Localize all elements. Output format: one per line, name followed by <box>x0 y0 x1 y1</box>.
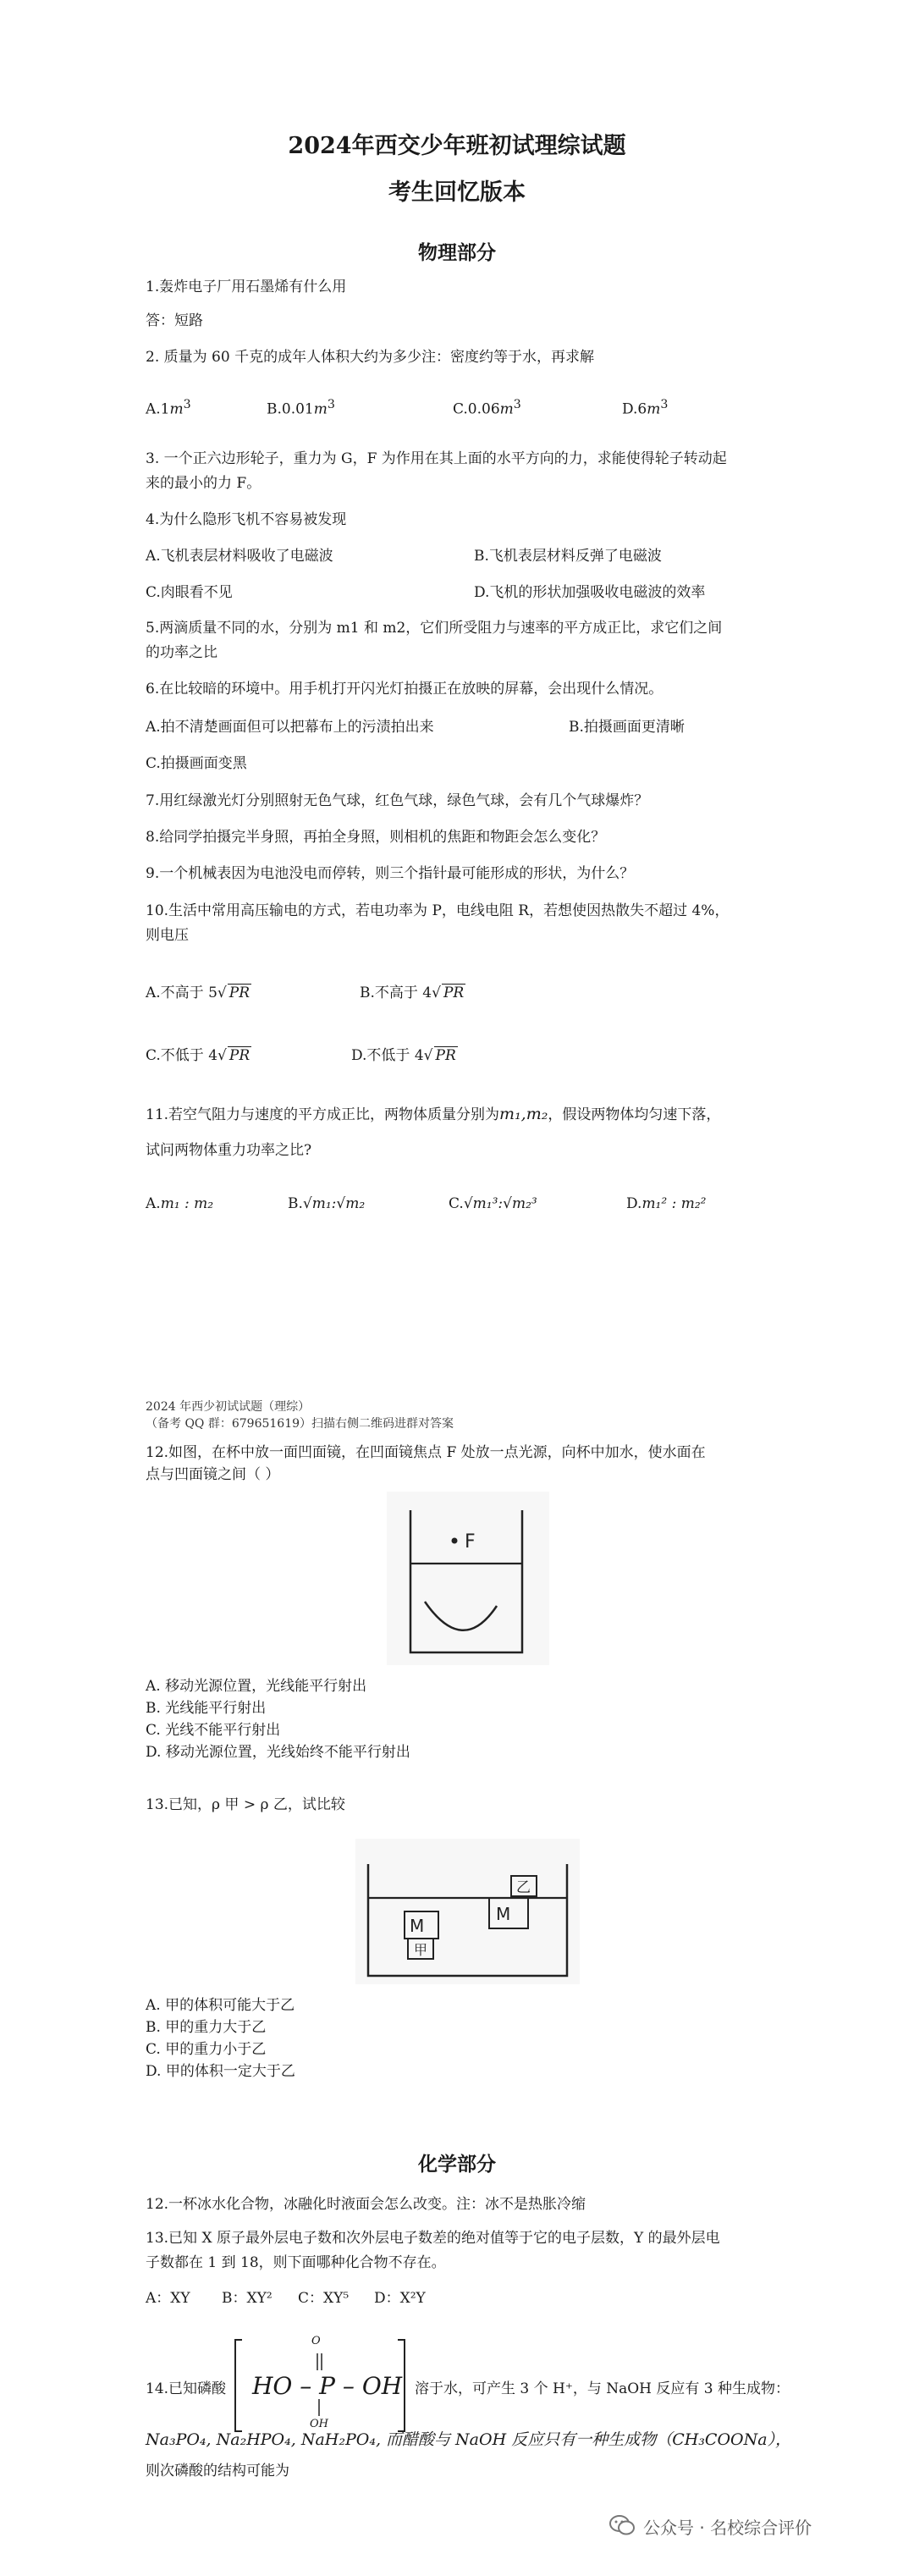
physics-q4-option-d: D.飞机的形状加强吸收电磁波的效率 <box>474 584 706 601</box>
physics-q4: 4.为什么隐形飞机不容易被发现 <box>146 511 347 528</box>
chemistry-q13-line2: 子数都在 1 到 18，则下面哪种化合物不存在。 <box>146 2254 446 2271</box>
physics-q2-option-a: $A.1m^3$ <box>146 398 191 418</box>
page-title: 2024年西交少年班初试理综试题 <box>288 133 626 159</box>
chemistry-q13-option-d: D：X²Y <box>374 2290 426 2307</box>
physics-q6-option-a: A.拍不清楚画面但可以把幕布上的污渍拍出来 <box>146 719 434 736</box>
physics-q5-line2: 的功率之比 <box>146 644 217 661</box>
physics-q13-option-d: D. 甲的体积一定大于乙 <box>146 2063 295 2080</box>
svg-text:M: M <box>410 1916 425 1936</box>
physics-q12-option-c: C. 光线不能平行射出 <box>146 1722 281 1739</box>
physics-q11-option-a: A.m₁ : m₂ <box>146 1195 214 1212</box>
physics-q6-option-b: B.拍摄画面更清晰 <box>569 719 685 736</box>
physics-q13-option-c: C. 甲的重力小于乙 <box>146 2041 267 2058</box>
physics-q12-option-d: D. 移动光源位置，光线始终不能平行射出 <box>146 1744 410 1761</box>
physics-q4-option-a: A.飞机表层材料吸收了电磁波 <box>146 548 333 565</box>
svg-text:M: M <box>496 1904 511 1924</box>
chemistry-q14-suffix: 溶于水，可产生 3 个 H⁺，与 NaOH 反应有 3 种生成物： <box>415 2380 790 2397</box>
chemistry-q14-line2: Na₃PO₄, Na₂HPO₄, NaH₂PO₄, 而醋酸与 NaOH 反应只有一种生成物（CH₃COONa）， <box>146 2430 792 2449</box>
chemistry-q12: 12.一杯冰水化合物，冰融化时液面会怎么改变。注：冰不是热胀冷缩 <box>146 2196 586 2213</box>
cup-concave-mirror-figure <box>387 1492 549 1665</box>
physics-q9: 9.一个机械表因为电池没电而停转，则三个指针最可能形成的形状，为什么？ <box>146 865 635 882</box>
physics-q12-line2: 点与凹面镜之间（ ） <box>146 1466 280 1483</box>
physics-q3-line1: 3. 一个正六边形轮子，重力为 G，F 为作用在其上面的水平方向的力，求能使得轮子转动起 <box>146 450 727 467</box>
physics-q4-option-b: B.飞机表层材料反弹了电磁波 <box>474 548 662 565</box>
blocks-figure-drawing <box>355 1839 580 1984</box>
physics-q3-line2: 来的最小的力 F。 <box>146 475 262 492</box>
exam-footer-line2: （备考 QQ 群：679651619）扫描右侧二维码进群对答案 <box>146 1417 454 1431</box>
chemistry-heading: 化学部分 <box>418 2153 496 2176</box>
phosphoric-acid-structure <box>230 2335 410 2436</box>
chemistry-q14-prefix: 14.已知磷酸 <box>146 2380 227 2397</box>
physics-q10-line2: 则电压 <box>146 927 189 944</box>
physics-q12-line1: 12.如图，在杯中放一面凹面镜，在凹面镜焦点 F 处放一点光源，向杯中加水，使水面在 <box>146 1444 706 1461</box>
chemistry-q13-option-c: C：XY⁵ <box>298 2290 350 2307</box>
exam-footer-line1: 2024 年西少初试试题（理综） <box>146 1400 311 1414</box>
physics-q10-option-d: D.不低于 4√ PR <box>351 1047 456 1064</box>
physics-q1-answer: 答：短路 <box>146 312 203 329</box>
physics-q10-line1: 10.生活中常用高压输电的方式，若电功率为 P，电线电阻 R，若想使因热散失不超过 4%， <box>146 902 730 919</box>
physics-heading: 物理部分 <box>418 241 496 264</box>
physics-q6-option-c: C.拍摄画面变黑 <box>146 755 247 772</box>
focus-label: F <box>465 1531 476 1553</box>
chemistry-q13-line1: 13.已知 X 原子最外层电子数和次外层电子数差的绝对值等于它的电子层数，Y 的最外层电 <box>146 2230 720 2247</box>
structure-bottom-oh: OH <box>310 2418 328 2430</box>
physics-q2: 2. 质量为 60 千克的成年人体积大约为多少注：密度约等于水，再求解 <box>146 349 595 366</box>
physics-q13-option-a: A. 甲的体积可能大于乙 <box>146 1997 295 2014</box>
physics-q10-option-a: A.不高于 5√ PR <box>146 985 250 1001</box>
physics-q11-option-b: B.√m₁:√m₂ <box>288 1195 366 1212</box>
physics-q11-line1: 11.若空气阻力与速度的平方成正比，两物体质量分别为m₁,m₂，假设两物体均匀速下落， <box>146 1105 721 1123</box>
physics-q11-option-d: D.m₁² : m₂² <box>626 1195 707 1212</box>
physics-q5-line1: 5.两滴质量不同的水，分别为 m1 和 m2，它们所受阻力与速率的平方成正比，求它们之间 <box>146 620 723 637</box>
structure-top-oxygen: O <box>311 2335 321 2347</box>
chemistry-q14-line3: 则次磷酸的结构可能为 <box>146 2463 289 2479</box>
physics-q4-option-c: C.肉眼看不见 <box>146 584 233 601</box>
page-subtitle: 考生回忆版本 <box>388 179 526 206</box>
structure-formula: HO – P – OH <box>252 2372 403 2400</box>
physics-q2-option-d: $D.6m^3$ <box>622 398 669 418</box>
physics-q2-option-c: $C.0.06m^3$ <box>453 398 521 418</box>
physics-q13-option-b: B. 甲的重力大于乙 <box>146 2019 267 2036</box>
cup-figure-drawing <box>387 1492 549 1665</box>
physics-q2-option-b: $B.0.01m^3$ <box>267 398 335 418</box>
svg-text:甲: 甲 <box>414 1942 428 1958</box>
density-blocks-figure <box>355 1839 580 1984</box>
chemistry-q13-option-a: A：XY <box>146 2290 190 2307</box>
physics-q10-option-b: B.不高于 4√ PR <box>360 985 465 1001</box>
chemistry-q13-option-b: B：XY² <box>222 2290 273 2307</box>
physics-q12-option-a: A. 移动光源位置，光线能平行射出 <box>146 1678 367 1695</box>
physics-q11-option-c: C.√m₁³:√m₂³ <box>449 1195 537 1212</box>
svg-text:乙: 乙 <box>516 1879 531 1896</box>
physics-q1: 1.轰炸电子厂用石墨烯有什么用 <box>146 279 347 295</box>
physics-q8: 8.给同学拍摄完半身照，再拍全身照，则相机的焦距和物距会怎么变化？ <box>146 829 606 846</box>
wechat-account-watermark: 公众号 · 名校综合评价 <box>643 2518 812 2538</box>
physics-q13: 13.已知，ρ 甲 > ρ 乙，试比较 <box>146 1796 345 1813</box>
physics-q6: 6.在比较暗的环境中。用手机打开闪光灯拍摄正在放映的屏幕，会出现什么情况。 <box>146 681 663 698</box>
physics-q7: 7.用红绿激光灯分别照射无色气球，红色气球，绿色气球，会有几个气球爆炸？ <box>146 792 649 809</box>
physics-q11-line2: 试问两物体重力功率之比? <box>146 1142 312 1159</box>
wechat-icon <box>609 2514 635 2536</box>
physics-q12-option-b: B. 光线能平行射出 <box>146 1700 267 1717</box>
physics-q10-option-c: C.不低于 4√ PR <box>146 1047 251 1064</box>
